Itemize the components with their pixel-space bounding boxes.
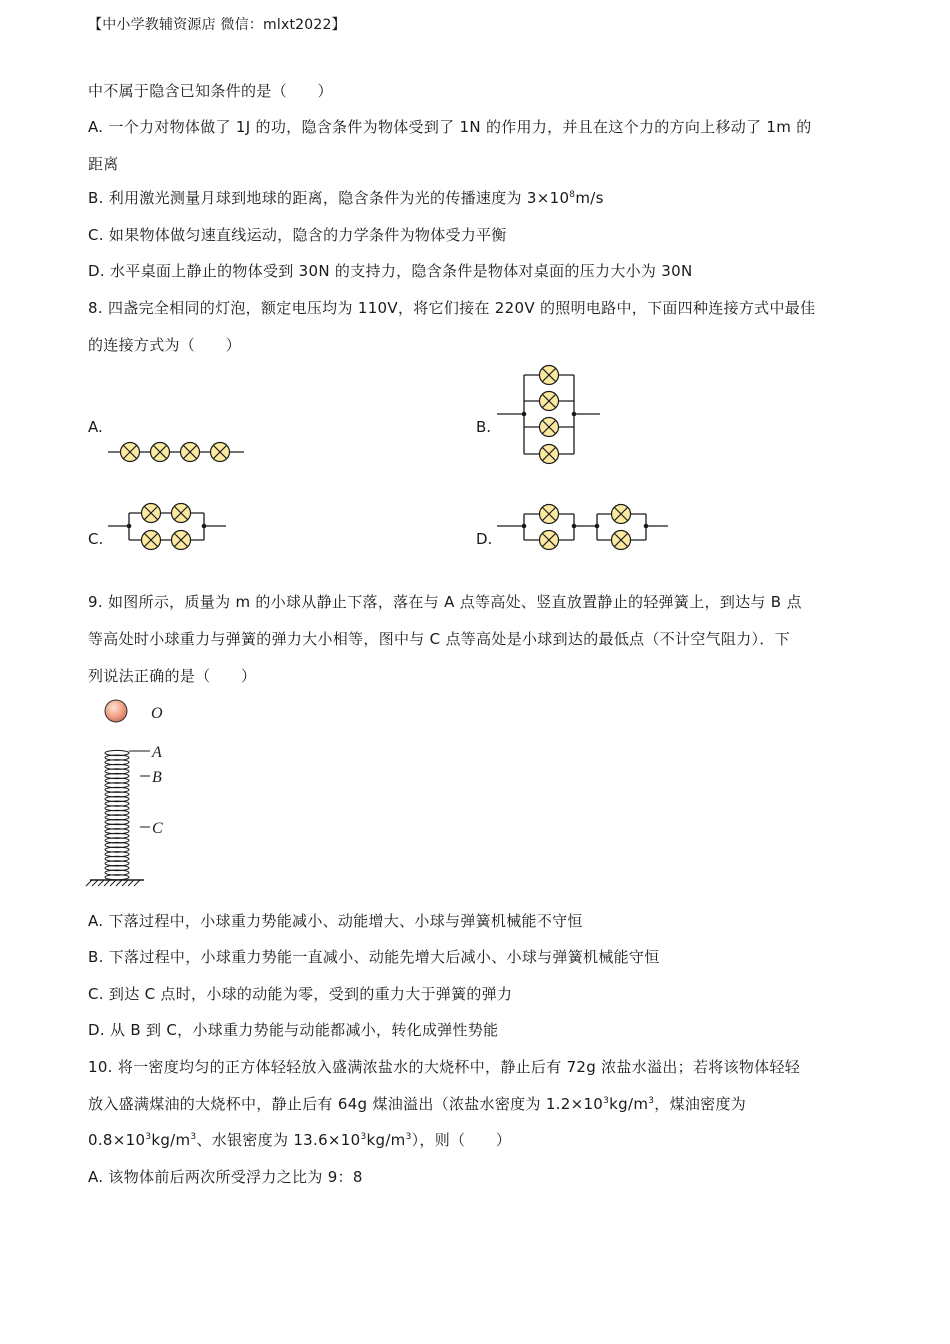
circuit-c-series-parallel bbox=[108, 504, 226, 550]
q9-option-c: C. 到达 C 点时，小球的动能为零，受到的重力大于弹簧的弹力 bbox=[88, 985, 513, 1003]
ground-hatch bbox=[86, 880, 92, 886]
bulb-icon bbox=[172, 531, 191, 550]
q8-label-c: C. bbox=[88, 530, 104, 548]
bulb-icon bbox=[612, 531, 631, 550]
q9-spring-figure bbox=[80, 690, 260, 890]
ground-hatch bbox=[104, 880, 110, 886]
q9-option-b: B. 下落过程中，小球重力势能一直减小、动能先增大后减小、小球与弹簧机械能守恒 bbox=[88, 948, 660, 966]
ground-hatch bbox=[134, 880, 140, 886]
q7-option-a-line2: 距离 bbox=[88, 155, 119, 173]
bulb-icon bbox=[540, 505, 559, 524]
q9-stem-line2: 等高处时小球重力与弹簧的弹力大小相等，图中与 C 点等高处是小球到达的最低点（不计空气阻力）．下 bbox=[88, 630, 790, 648]
bulb-icon bbox=[151, 443, 170, 462]
q8-label-a: A. bbox=[88, 418, 103, 436]
q9-option-d: D. 从 B 到 C，小球重力势能与动能都减小，转化成弹性势能 bbox=[88, 1021, 499, 1039]
q10-stem-line2: 放入盛满煤油的大烧杯中，静止后有 64g 煤油溢出（浓盐水密度为 $1.2\times 10^3kg/m^3$，煤油密度为 bbox=[88, 1095, 747, 1113]
q8-stem-line1: 8. 四盏完全相同的灯泡，额定电压均为 110V，将它们接在 220V 的照明电路中，下面四种连接方式中最佳 bbox=[88, 299, 816, 317]
ground-hatch bbox=[122, 880, 128, 886]
bulb-icon bbox=[540, 531, 559, 550]
bulb-icon bbox=[540, 392, 559, 411]
ground-hatch bbox=[110, 880, 116, 886]
label-b: B bbox=[152, 769, 162, 786]
q7-option-d: D. 水平桌面上静止的物体受到 30N 的支持力，隐含条件是物体对桌面的压力大小为 30N bbox=[88, 262, 693, 280]
q7-stem-end: 中不属于隐含已知条件的是（ ） bbox=[88, 82, 333, 100]
q10-stem-line1: 10. 将一密度均匀的正方体轻轻放入盛满浓盐水的大烧杯中，静止后有 72g 浓盐水溢出；若将该物体轻轻 bbox=[88, 1058, 801, 1076]
bulb-icon bbox=[181, 443, 200, 462]
bulb-icon bbox=[142, 504, 161, 523]
ball bbox=[105, 700, 127, 722]
label-c: C bbox=[152, 820, 163, 837]
page-header: 【中小学教辅资源店 微信：mlxt2022】 bbox=[88, 17, 346, 33]
spring bbox=[105, 750, 129, 879]
q9-stem-line3: 列说法正确的是（ ） bbox=[88, 667, 257, 685]
label-o: O bbox=[151, 705, 163, 722]
q9-stem-line1: 9. 如图所示，质量为 m 的小球从静止下落，落在与 A 点等高处、竖直放置静止的轻弹簧上，到达与 B 点 bbox=[88, 593, 802, 611]
ground-hatch bbox=[116, 880, 122, 886]
circuit-d-parallel-series bbox=[497, 505, 668, 550]
q9-option-a: A. 下落过程中，小球重力势能减小、动能增大、小球与弹簧机械能不守恒 bbox=[88, 912, 583, 930]
bulb-icon bbox=[142, 531, 161, 550]
bulb-icon bbox=[540, 445, 559, 464]
bulb-icon bbox=[540, 366, 559, 385]
ground-hatch bbox=[92, 880, 98, 886]
circuit-a-series bbox=[108, 443, 244, 462]
bulb-icon bbox=[172, 504, 191, 523]
bulb-icon bbox=[121, 443, 140, 462]
ground-hatch bbox=[128, 880, 134, 886]
q8-label-b: B. bbox=[476, 418, 492, 436]
bulb-icon bbox=[211, 443, 230, 462]
bulb-icon bbox=[612, 505, 631, 524]
q10-stem-line3: $0.8\times 10^3kg/m^3$、水银密度为 $13.6\times 10^3kg/m^3$），则（ ） bbox=[88, 1131, 512, 1149]
q7-option-c: C. 如果物体做匀速直线运动，隐含的力学条件为物体受力平衡 bbox=[88, 226, 507, 244]
bulb-icon bbox=[540, 418, 559, 437]
ground-hatch bbox=[98, 880, 104, 886]
label-a: A bbox=[152, 744, 162, 761]
q8-label-d: D. bbox=[476, 530, 493, 548]
circuit-b-parallel bbox=[497, 366, 600, 464]
q7-option-b: B. 利用激光测量月球到地球的距离，隐含条件为光的传播速度为 $3\times 10^8m/s$ bbox=[88, 189, 604, 207]
q7-option-a-line1: A. 一个力对物体做了 1J 的功，隐含条件为物体受到了 1N 的作用力，并且在这个力的方向上移动了 1m 的 bbox=[88, 118, 812, 136]
q10-option-a: A. 该物体前后两次所受浮力之比为 9：8 bbox=[88, 1168, 363, 1186]
q8-stem-line2: 的连接方式为（ ） bbox=[88, 336, 242, 354]
